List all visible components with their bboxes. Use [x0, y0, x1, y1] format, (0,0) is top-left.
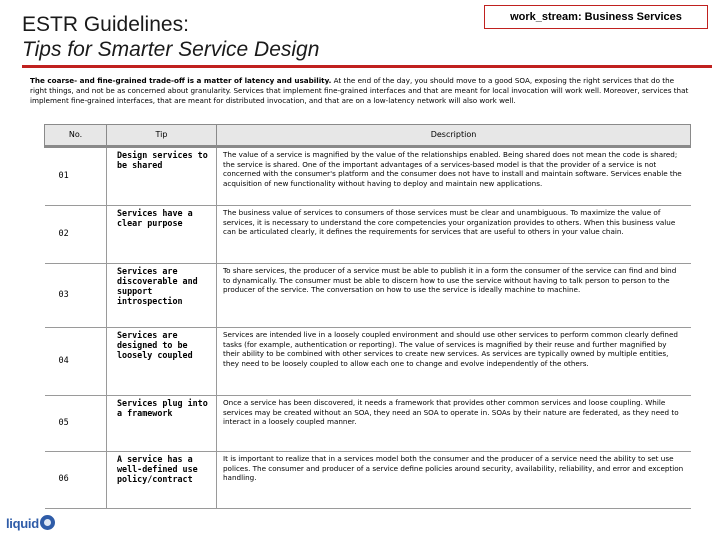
header-description: Description: [217, 125, 691, 147]
table-row: [45, 452, 691, 509]
logo-text: liquid: [6, 515, 39, 531]
row-number: 05: [45, 396, 107, 452]
workstream-tag: work_stream: Business Services: [484, 5, 708, 29]
row-tip: Services are designed to be loosely coupled: [107, 328, 217, 396]
row-tip: Services have a clear purpose: [107, 206, 217, 264]
table-row: [45, 396, 691, 452]
table-row: [45, 206, 691, 264]
row-description: The value of a service is magnified by the value of the relationships enabled. Being shared does not mean the code is shared; the service is shared. One of the important advantages of a services-based model is that the provider of a service is not concerned with the consumer's platform and the consumer does not have to install and maintain software. Services enable the acquisition of new functionality without having to deploy and maintain new applications.: [217, 147, 691, 206]
row-number: 02: [45, 206, 107, 264]
table-row: [45, 264, 691, 328]
intro-lead: The coarse- and fine-grained trade-off is a matter of latency and usability.: [30, 76, 332, 85]
row-description: The business value of services to consumers of those services must be clear and unambiguous. To maximize the value of services, it is necessary to understand the core competencies your organization provides to others. When this business value can be articulated clearly, it defines the requirements for services that are useful to others in your value chain.: [217, 206, 691, 264]
row-description: To share services, the producer of a service must be able to publish it in a form the consumer of the service can find and bind to dynamically. The consumer must be able to discern how to use the service without having to talk person to person to the producer of the service. The conversation on how to use the service is ideally machine to machine.: [217, 264, 691, 328]
row-number: 06: [45, 452, 107, 509]
page-title: [22, 12, 319, 62]
row-number: 03: [45, 264, 107, 328]
logo-mark-icon: [40, 515, 55, 530]
row-description: Once a service has been discovered, it needs a framework that provides other common services and loose coupling. While services may be created without an SOA, they need an SOA to operate in. SOAs by their nature are federated, as they need to interact in a loosely coupled manner.: [217, 396, 691, 452]
intro-paragraph: [30, 76, 690, 106]
table-row: [45, 147, 691, 206]
row-number: 01: [45, 147, 107, 206]
title-line-2: Tips for Smarter Service Design: [22, 38, 320, 61]
title-line-1: ESTR Guidelines:: [22, 13, 189, 36]
row-description: It is important to realize that in a services model both the consumer and the producer of a service need the ability to set use polices. The consumer and producer of a service define policies around security, availability, reliability, and error and exception handling.: [217, 452, 691, 509]
company-logo: [6, 512, 55, 534]
intro-body: At the end of the day, you should move to a good SOA, exposing the right services that do the right things, and not be as concerned about granularity. Services that implement fine-grained interfaces and that are meant for local invocation will work well. Moreover, services that implement fine-grained interfaces, that are meant for distributed invocation, and that are on a low-latency network will also work well.: [30, 76, 689, 105]
row-description: Services are intended live in a loosely coupled environment and should use other services to perform common clearly defined tasks (for example, authentication or reporting). The value of services is magnified by their reuse and further magnified by their ability to be combined with other services to create new services. As services are typically owned by multiple entities, they need to be loosely coupled to allow each one to change and evolve independently of the others.: [217, 328, 691, 396]
row-tip: Services plug into a framework: [107, 396, 217, 452]
row-tip: Services are discoverable and support introspection: [107, 264, 217, 328]
tips-table: [44, 124, 691, 509]
table-row: [45, 328, 691, 396]
row-tip: A service has a well-defined use policy/contract: [107, 452, 217, 509]
header-tip: Tip: [107, 125, 217, 147]
header-no: No.: [45, 125, 107, 147]
table-header-row: [45, 125, 691, 147]
title-divider: [22, 65, 712, 68]
row-tip: Design services to be shared: [107, 147, 217, 206]
row-number: 04: [45, 328, 107, 396]
